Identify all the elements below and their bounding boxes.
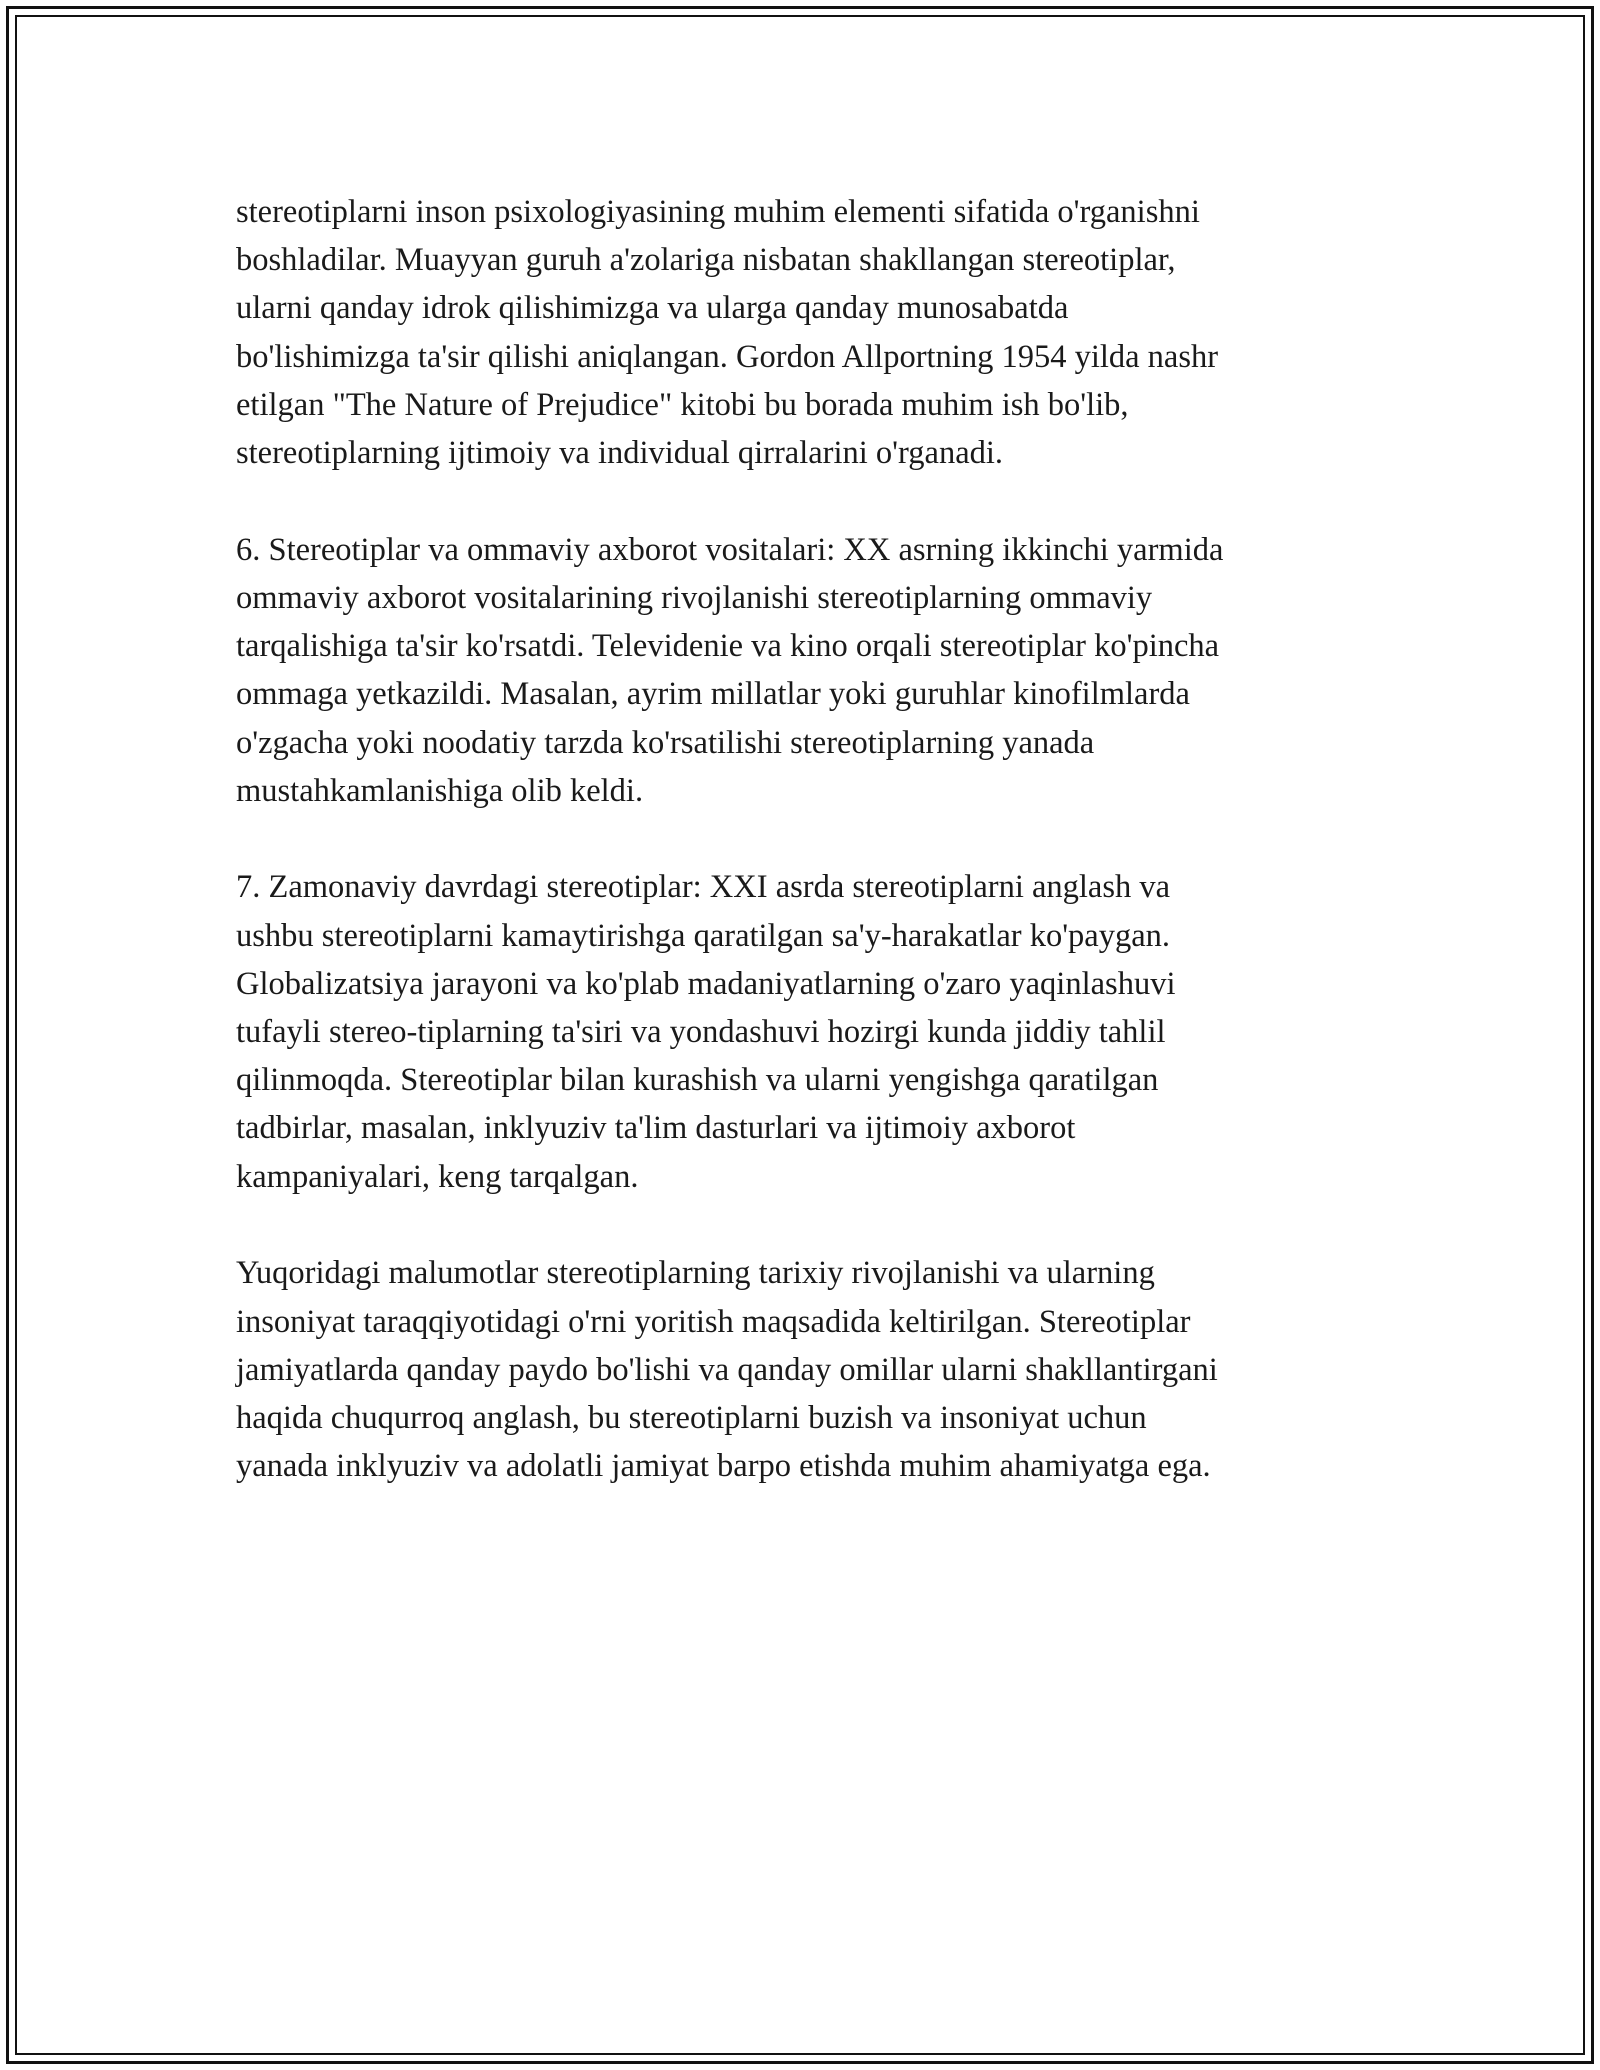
text-line: 7. Zamonaviy davrdagi stereotiplar: XXI asrda stereotiplarni anglash va: [236, 869, 1171, 906]
text-line: tarqalishiga ta'sir ko'rsatdi. Televidenie va kino orqali stereotiplar ko'pincha: [236, 628, 1220, 665]
text-line: bo'lishimizga ta'sir qilishi aniqlangan. Gordon Allportning 1954 yilda nashr: [236, 338, 1219, 375]
text-line: stereotiplarni inson psixologiyasining muhim elementi sifatida o'rganishni: [236, 194, 1200, 230]
text-line: ommaviy axborot vositalarining rivojlanishi stereotiplarning ommaviy: [236, 579, 1153, 616]
text-line: ularni qanday idrok qilishimizga va ularga qanday munosabatda: [236, 290, 1069, 327]
paragraph-conclusion: [236, 1249, 1366, 1490]
text-line: 6. Stereotiplar va ommaviy axborot vositalari: XX asrning ikkinchi yarmida: [236, 531, 1224, 568]
text-line: tadbirlar, masalan, inklyuziv ta'lim dasturlari va ijtimoiy axborot: [236, 1110, 1076, 1147]
paragraph-modern-era: [236, 863, 1366, 1200]
text-line: Yuqoridagi malumotlar stereotiplarning tarixiy rivojlanishi va ularning: [236, 1255, 1155, 1292]
text-line: tufayli stereo-tiplarning ta'siri va yondashuvi hozirgi kunda jiddiy tahlil: [236, 1014, 1166, 1051]
text-line: boshladilar. Muayyan guruh a'zolariga nisbatan shakllangan stereotiplar,: [236, 242, 1176, 279]
text-line: qilinmoqda. Stereotiplar bilan kurashish va ularni yengishga qaratilgan: [236, 1062, 1159, 1099]
text-line: o'zgacha yoki noodatiy tarzda ko'rsatilishi stereotiplarning yanada: [236, 724, 1095, 761]
text-line: ommaga yetkazildi. Masalan, ayrim millatlar yoki guruhlar kinofilmlarda: [236, 676, 1190, 713]
text-line: etilgan "The Nature of Prejudice" kitobi bu borada muhim ish bo'lib,: [236, 386, 1129, 423]
paragraph-mass-media: [236, 526, 1366, 815]
text-line: ushbu stereotiplarni kamaytirishga qaratilgan sa'y-harakatlar ko'paygan.: [236, 917, 1171, 954]
text-line: kampaniyalari, keng tarqalgan.: [236, 1158, 639, 1195]
text-line: insoniyat taraqqiyotidagi o'rni yoritish maqsadida keltirilgan. Stereotiplar: [236, 1303, 1191, 1340]
paragraph-stereotypes-psychology: [236, 188, 1366, 477]
text-line: yanada inklyuziv va adolatli jamiyat barpo etishda muhim ahamiyatga ega.: [236, 1448, 1211, 1485]
text-line: haqida chuqurroq anglash, bu stereotiplarni buzish va insoniyat uchun: [236, 1399, 1147, 1436]
text-line: Globalizatsiya jarayoni va ko'plab madaniyatlarning o'zaro yaqinlashuvi: [236, 965, 1176, 1002]
text-line: mustahkamlanishiga olib keldi.: [236, 772, 644, 809]
text-line: jamiyatlarda qanday paydo bo'lishi va qanday omillar ularni shakllantirgani: [236, 1351, 1218, 1388]
document-body: [236, 188, 1366, 1539]
text-line: stereotiplarning ijtimoiy va individual qirralarini o'rganadi.: [236, 435, 1004, 472]
